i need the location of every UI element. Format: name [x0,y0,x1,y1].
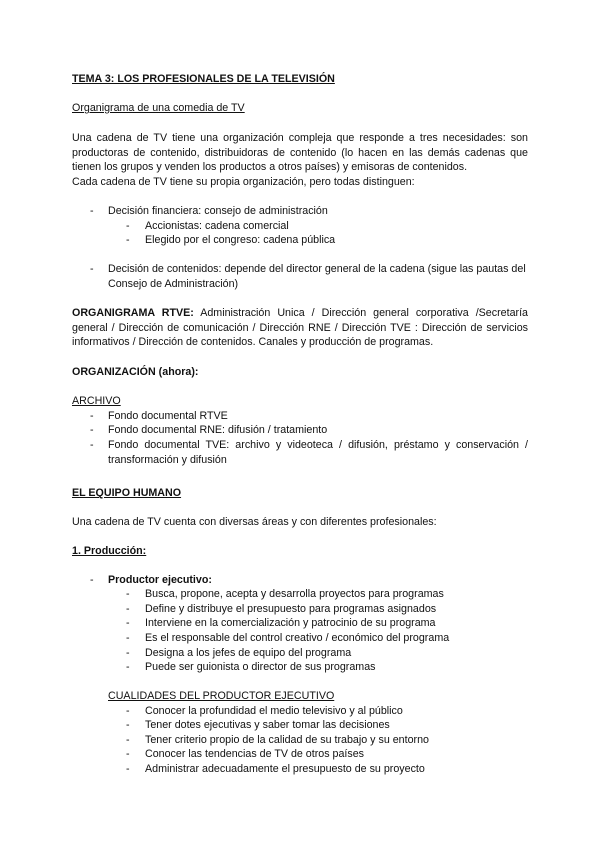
bullet-dash: - [126,647,130,659]
bullet-dash: - [90,205,94,217]
organigrama-rtve-paragraph [72,306,528,350]
list-item: Busca, propone, acepta y desarrolla proyectos para programas [145,588,444,600]
bullet-dash: - [126,734,130,746]
bullet-dash: - [126,719,130,731]
list-item: Accionistas: cadena comercial [145,220,289,232]
organigrama-rtve-label: ORGANIGRAMA RTVE: [72,307,194,319]
equipo-humano-heading: EL EQUIPO HUMANO [72,487,182,499]
intro-paragraph: Una cadena de TV tiene una organización compleja que responde a tres necesidades: son productoras de contenido, distribuidoras de contenido (lo hacen en las demás cadenas que tienen los grupos y venden los productos a otros países) y emisoras de contenidos. [72,132,528,174]
list-item: Define y distribuye el presupuesto para programas asignados [145,603,437,615]
bullet-dash: - [126,632,130,644]
bullet-dash: - [90,439,94,451]
bullet-dash: - [90,424,94,436]
list-item: Puede ser guionista o director de sus programas [145,661,376,673]
productor-ejecutivo-label: Productor ejecutivo: [108,574,212,586]
bullet-dash: - [126,705,130,717]
bullet-dash: - [126,603,130,615]
list-item: Fondo documental RNE: difusión / tratamiento [108,424,328,436]
list-item: Decisión de contenidos: depende del director general de la cadena (sigue las pautas del Consejo de Administración) [108,263,526,290]
intro-paragraph-2: Cada cadena de TV tiene su propia organización, pero todas distinguen: [72,176,415,188]
list-item: Es el responsable del control creativo / económico del programa [145,632,450,644]
list-item: Elegido por el congreso: cadena pública [145,234,336,246]
bullet-dash: - [126,617,130,629]
list-item: Decisión financiera: consejo de administración [108,205,328,217]
equipo-humano-text: Una cadena de TV cuenta con diversas áreas y con diferentes profesionales: [72,516,437,528]
bullet-dash: - [126,588,130,600]
bullet-dash: - [126,763,130,775]
list-item: Interviene en la comercialización y patrocinio de su programa [145,617,436,629]
organizacion-heading: ORGANIZACIÓN (ahora): [72,366,199,378]
cualidades-heading: CUALIDADES DEL PRODUCTOR EJECUTIVO [108,690,335,702]
list-item: Tener dotes ejecutivas y saber tomar las decisiones [145,719,390,731]
list-item: Fondo documental TVE: archivo y videoteca / difusión, préstamo y conservación / transformación y difusión [108,439,528,466]
document-title: TEMA 3: LOS PROFESIONALES DE LA TELEVISIÓN [72,73,335,85]
list-item: Tener criterio propio de la calidad de su trabajo y su entorno [145,734,429,746]
archivo-heading: ARCHIVO [72,395,121,407]
list-item: Conocer la profundidad el medio televisivo y al público [145,705,403,717]
bullet-dash: - [90,574,94,586]
list-item: Fondo documental RTVE [108,410,228,422]
list-item: Conocer las tendencias de TV de otros países [145,748,365,760]
bullet-dash: - [126,748,130,760]
bullet-dash: - [90,410,94,422]
list-item: Administrar adecuadamente el presupuesto de su proyecto [145,763,425,775]
section-heading-organigrama: Organigrama de una comedia de TV [72,102,245,114]
organigrama-rtve-text: Administración Unica / Dirección general corporativa /Secretaría general / Dirección de comunicación / Dirección RNE / Dirección TVE : Dirección de servicios informativos / Dirección de contenidos. Canales y producción de programas. [72,307,528,349]
bullet-dash: - [126,661,130,673]
bullet-dash: - [90,263,94,275]
produccion-heading: 1. Producción: [72,545,147,557]
list-item: Designa a los jefes de equipo del programa [145,647,352,659]
bullet-dash: - [126,220,130,232]
bullet-dash: - [126,234,130,246]
